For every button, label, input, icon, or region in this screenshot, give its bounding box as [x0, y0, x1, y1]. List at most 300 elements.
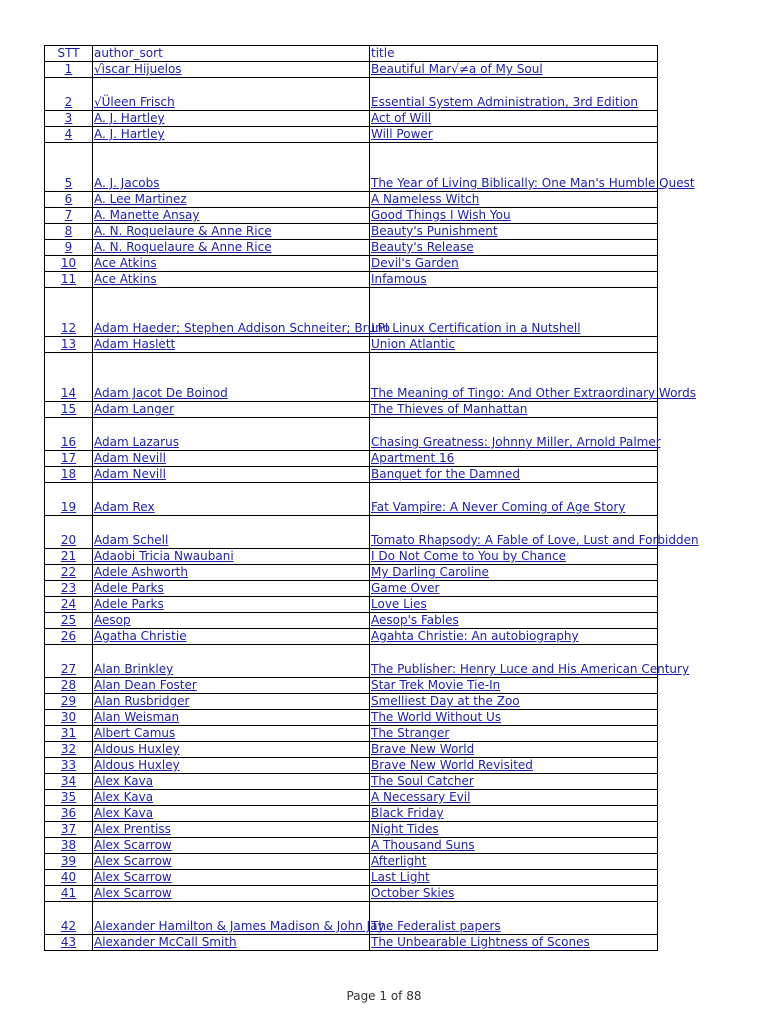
title-link[interactable]: The Thieves of Manhattan [371, 402, 528, 416]
table-row [45, 790, 658, 806]
row-number-link[interactable]: 26 [60, 629, 77, 643]
table-row [45, 192, 658, 208]
author-cell [93, 549, 370, 565]
author-link[interactable]: Adam Lazarus [94, 435, 179, 449]
title-link[interactable]: Brave New World [371, 742, 475, 756]
table-row [45, 208, 658, 224]
table-row [45, 694, 658, 710]
row-number-link[interactable]: 25 [60, 613, 77, 627]
title-link[interactable]: Union Atlantic [371, 337, 456, 351]
row-number-link[interactable]: 30 [60, 710, 77, 724]
title-cell [370, 597, 658, 613]
row-number-link[interactable]: 8 [64, 224, 73, 238]
header-row [45, 46, 658, 62]
author-cell [93, 774, 370, 790]
author-link[interactable]: Ace Atkins [94, 256, 157, 270]
title-cell [370, 451, 658, 467]
author-link[interactable]: Adam Nevill [94, 451, 166, 465]
title-link[interactable]: Tomato Rhapsody: A Fable of Love, Lust and Forbidden [371, 533, 699, 547]
table-row [45, 758, 658, 774]
author-cell [93, 240, 370, 256]
row-number-link[interactable]: 43 [60, 935, 77, 949]
author-link[interactable]: Agatha Christie [94, 629, 187, 643]
row-number-cell [45, 208, 93, 224]
header-stt: STT [45, 46, 93, 62]
author-link[interactable]: Adam Schell [94, 533, 169, 547]
table-row [45, 645, 658, 678]
title-link[interactable]: Essential System Administration, 3rd Edition [371, 95, 638, 109]
author-link[interactable]: A. J. Hartley [94, 111, 165, 125]
table-row [45, 78, 658, 111]
row-number-cell [45, 726, 93, 742]
title-link[interactable]: Infamous [371, 272, 427, 286]
table-row [45, 822, 658, 838]
title-cell [370, 710, 658, 726]
table-row [45, 256, 658, 272]
row-number-cell [45, 886, 93, 902]
row-number-cell [45, 240, 93, 256]
author-cell [93, 127, 370, 143]
row-number-cell [45, 694, 93, 710]
author-link[interactable]: Albert Camus [94, 726, 176, 740]
author-link[interactable]: A. N. Roquelaure & Anne Rice [94, 240, 272, 254]
author-link[interactable]: Alan Weisman [94, 710, 180, 724]
author-link[interactable]: √ìscar Hijuelos [94, 62, 182, 76]
row-number-link[interactable]: 34 [60, 774, 77, 788]
row-number-link[interactable]: 11 [60, 272, 77, 286]
title-link[interactable]: Apartment 16 [371, 451, 455, 465]
title-link[interactable]: The Meaning of Tingo: And Other Extraordinary Words [371, 386, 697, 400]
author-cell [93, 353, 370, 402]
title-cell [370, 353, 697, 402]
author-link[interactable]: Alex Prentiss [94, 822, 171, 836]
row-number-link[interactable]: 40 [60, 870, 77, 884]
title-link[interactable]: Afterlight [371, 854, 427, 868]
table-row [45, 597, 658, 613]
author-link[interactable]: Aldous Huxley [94, 742, 180, 756]
title-link[interactable]: Act of Will [371, 111, 432, 125]
author-cell [93, 694, 370, 710]
author-cell [93, 208, 370, 224]
title-cell [370, 806, 658, 822]
row-number-link[interactable]: 42 [60, 919, 77, 933]
row-number-link[interactable]: 36 [60, 806, 77, 820]
title-link[interactable]: Beauty's Release [371, 240, 474, 254]
row-number-cell [45, 742, 93, 758]
title-cell [370, 78, 658, 111]
author-cell [93, 402, 370, 418]
row-number-link[interactable]: 13 [60, 337, 77, 351]
row-number-link[interactable]: 12 [60, 321, 77, 335]
row-number-cell [45, 288, 93, 337]
header-author: author_sort [93, 46, 370, 62]
author-cell [93, 224, 370, 240]
author-link[interactable]: Aesop [94, 613, 131, 627]
title-link[interactable]: Last Light [371, 870, 430, 884]
author-link[interactable]: Adam Rex [94, 500, 155, 514]
author-link[interactable]: Alex Kava [94, 774, 154, 788]
row-number-cell [45, 902, 93, 935]
author-cell [93, 902, 385, 935]
author-cell [93, 78, 370, 111]
author-cell [93, 838, 370, 854]
row-number-cell [45, 822, 93, 838]
author-link[interactable]: Alexander Hamilton & James Madison & John Jay [94, 919, 385, 933]
row-number-cell [45, 224, 93, 240]
row-number-cell [45, 451, 93, 467]
row-number-cell [45, 790, 93, 806]
title-cell [370, 886, 658, 902]
table-row [45, 451, 658, 467]
author-link[interactable]: Adele Parks [94, 581, 164, 595]
row-number-link[interactable]: 1 [64, 62, 73, 76]
row-number-cell [45, 645, 93, 678]
row-number-cell [45, 774, 93, 790]
title-cell [370, 742, 658, 758]
title-link[interactable]: Agahta Christie: An autobiography [371, 629, 579, 643]
author-link[interactable]: Alex Scarrow [94, 854, 172, 868]
author-cell [93, 483, 370, 516]
title-cell [370, 822, 658, 838]
author-cell [93, 854, 370, 870]
author-link[interactable]: Ace Atkins [94, 272, 157, 286]
row-number-link[interactable]: 20 [60, 533, 77, 547]
title-cell [370, 272, 658, 288]
author-cell [93, 272, 370, 288]
row-number-link[interactable]: 4 [64, 127, 73, 141]
title-link[interactable]: Devil's Garden [371, 256, 459, 270]
table-row [45, 565, 658, 581]
title-link[interactable]: Chasing Greatness: Johnny Miller, Arnold Palmer [371, 435, 661, 449]
row-number-cell [45, 758, 93, 774]
table-row [45, 613, 658, 629]
row-number-cell [45, 467, 93, 483]
row-number-cell [45, 629, 93, 645]
row-number-cell [45, 143, 93, 192]
author-cell [93, 192, 370, 208]
title-cell [370, 613, 658, 629]
author-cell [93, 790, 370, 806]
row-number-link[interactable]: 37 [60, 822, 77, 836]
row-number-link[interactable]: 22 [60, 565, 77, 579]
author-link[interactable]: Alex Scarrow [94, 838, 172, 852]
row-number-link[interactable]: 33 [60, 758, 77, 772]
book-table [44, 45, 699, 951]
table-row [45, 710, 658, 726]
row-number-link[interactable]: 6 [64, 192, 73, 206]
title-link[interactable]: Will Power [371, 127, 433, 141]
row-number-cell [45, 256, 93, 272]
author-link[interactable]: Alan Dean Foster [94, 678, 197, 692]
title-link[interactable]: Good Things I Wish You [371, 208, 511, 222]
title-cell [370, 127, 658, 143]
author-cell [93, 288, 391, 337]
author-link[interactable]: Alex Scarrow [94, 870, 172, 884]
title-cell [370, 483, 658, 516]
title-cell [370, 467, 658, 483]
title-link[interactable]: October Skies [371, 886, 455, 900]
author-cell [93, 629, 370, 645]
author-link[interactable]: Adam Haslett [94, 337, 176, 351]
author-cell [93, 678, 370, 694]
row-number-cell [45, 806, 93, 822]
row-number-link[interactable]: 14 [60, 386, 77, 400]
title-cell [370, 838, 658, 854]
author-cell [93, 645, 370, 678]
title-link[interactable]: A Necessary Evil [371, 790, 471, 804]
title-link[interactable]: The Stranger [371, 726, 450, 740]
author-link[interactable]: Adam Langer [94, 402, 175, 416]
author-link[interactable]: Adam Nevill [94, 467, 166, 481]
author-link[interactable]: Adam Jacot De Boinod [94, 386, 228, 400]
title-link[interactable]: Black Friday [371, 806, 444, 820]
title-link[interactable]: The Unbearable Lightness of Scones [371, 935, 590, 949]
title-cell [370, 854, 658, 870]
author-cell [93, 613, 370, 629]
author-cell [93, 467, 370, 483]
author-link[interactable]: A. J. Hartley [94, 127, 165, 141]
table-row [45, 870, 658, 886]
table-row [45, 678, 658, 694]
table-row [45, 629, 658, 645]
title-link[interactable]: Fat Vampire: A Never Coming of Age Story [371, 500, 626, 514]
row-number-cell [45, 353, 93, 402]
table-row [45, 402, 658, 418]
row-number-cell [45, 581, 93, 597]
row-number-link[interactable]: 17 [60, 451, 77, 465]
row-number-link[interactable]: 31 [60, 726, 77, 740]
title-cell [370, 645, 690, 678]
row-number-link[interactable]: 3 [64, 111, 73, 125]
author-link[interactable]: A. Manette Ansay [94, 208, 200, 222]
table-row [45, 272, 658, 288]
author-cell [93, 822, 370, 838]
title-cell [370, 516, 699, 549]
author-cell [93, 581, 370, 597]
table-row [45, 742, 658, 758]
author-cell [93, 256, 370, 272]
row-number-cell [45, 549, 93, 565]
title-link[interactable]: LPI Linux Certification in a Nutshell [371, 321, 581, 335]
author-link[interactable]: Adele Parks [94, 597, 164, 611]
row-number-cell [45, 854, 93, 870]
row-number-cell [45, 272, 93, 288]
author-link[interactable]: Adaobi Tricia Nwaubani [94, 549, 234, 563]
row-number-cell [45, 870, 93, 886]
title-cell [370, 581, 658, 597]
table-row [45, 62, 658, 78]
author-link[interactable]: A. J. Jacobs [94, 176, 160, 190]
author-cell [93, 742, 370, 758]
author-link[interactable]: Adele Ashworth [94, 565, 188, 579]
author-cell [93, 516, 370, 549]
author-link[interactable]: Alex Scarrow [94, 886, 172, 900]
row-number-link[interactable]: 16 [60, 435, 77, 449]
title-cell [370, 62, 658, 78]
title-link[interactable]: Beautiful Mar√≠a of My Soul [371, 62, 543, 76]
title-link[interactable]: The Publisher: Henry Luce and His American Century [371, 662, 690, 676]
title-cell [370, 758, 658, 774]
table-row [45, 806, 658, 822]
title-cell [370, 402, 658, 418]
row-number-cell [45, 935, 93, 951]
title-cell [370, 774, 658, 790]
author-link[interactable]: Adam Haeder; Stephen Addison Schneiter; Bruno [94, 321, 391, 335]
row-number-cell [45, 192, 93, 208]
title-link[interactable]: The Soul Catcher [371, 774, 474, 788]
author-cell [93, 806, 370, 822]
row-number-link[interactable]: 38 [60, 838, 77, 852]
row-number-cell [45, 111, 93, 127]
table-row [45, 516, 658, 549]
table-row [45, 886, 658, 902]
table-row [45, 337, 658, 353]
author-link[interactable]: Alex Kava [94, 790, 154, 804]
title-cell [370, 935, 658, 951]
table-row [45, 854, 658, 870]
title-link[interactable]: Aesop's Fables [371, 613, 459, 627]
title-cell [370, 224, 658, 240]
title-cell [370, 790, 658, 806]
row-number-cell [45, 565, 93, 581]
author-link[interactable]: A. N. Roquelaure & Anne Rice [94, 224, 272, 238]
row-number-link[interactable]: 5 [64, 176, 73, 190]
title-cell [370, 208, 658, 224]
row-number-cell [45, 337, 93, 353]
row-number-cell [45, 418, 93, 451]
table-row [45, 902, 658, 935]
row-number-link[interactable]: 18 [60, 467, 77, 481]
author-cell [93, 62, 370, 78]
title-link[interactable]: A Nameless Witch [371, 192, 480, 206]
title-link[interactable]: A Thousand Suns [371, 838, 475, 852]
title-link[interactable]: Star Trek Movie Tie-In [371, 678, 501, 692]
title-cell [370, 549, 658, 565]
table-row [45, 353, 658, 402]
table-row [45, 127, 658, 143]
row-number-link[interactable]: 19 [60, 500, 77, 514]
author-link[interactable]: Alan Brinkley [94, 662, 174, 676]
table-row [45, 240, 658, 256]
title-cell [370, 240, 658, 256]
author-cell [93, 111, 370, 127]
row-number-cell [45, 597, 93, 613]
table-row [45, 726, 658, 742]
author-link[interactable]: A. Lee Martinez [94, 192, 187, 206]
author-cell [93, 418, 370, 451]
header-title: title [370, 46, 658, 62]
row-number-cell [45, 127, 93, 143]
row-number-cell [45, 516, 93, 549]
title-link[interactable]: Brave New World Revisited [371, 758, 533, 772]
title-link[interactable]: My Darling Caroline [371, 565, 489, 579]
row-number-link[interactable]: 29 [60, 694, 77, 708]
table-row [45, 143, 658, 192]
row-number-link[interactable]: 9 [64, 240, 73, 254]
row-number-link[interactable]: 41 [60, 886, 77, 900]
row-number-link[interactable]: 2 [64, 95, 73, 109]
row-number-cell [45, 678, 93, 694]
title-cell [370, 256, 658, 272]
table-row [45, 581, 658, 597]
row-number-link[interactable]: 7 [64, 208, 73, 222]
title-link[interactable]: The Federalist papers [371, 919, 501, 933]
author-link[interactable]: √Üleen Frisch [94, 95, 175, 109]
row-number-link[interactable]: 39 [60, 854, 77, 868]
row-number-link[interactable]: 10 [60, 256, 77, 270]
row-number-link[interactable]: 35 [60, 790, 77, 804]
title-link[interactable]: Love Lies [371, 597, 427, 611]
author-cell [93, 565, 370, 581]
row-number-cell [45, 613, 93, 629]
row-number-link[interactable]: 28 [60, 678, 77, 692]
row-number-link[interactable]: 32 [60, 742, 77, 756]
title-cell [370, 111, 658, 127]
row-number-cell [45, 710, 93, 726]
title-cell [370, 143, 695, 192]
row-number-cell [45, 838, 93, 854]
author-cell [93, 870, 370, 886]
title-cell [370, 870, 658, 886]
title-cell [370, 629, 658, 645]
author-link[interactable]: Aldous Huxley [94, 758, 180, 772]
title-cell [370, 337, 658, 353]
author-cell [93, 935, 370, 951]
author-cell [93, 710, 370, 726]
author-link[interactable]: Alan Rusbridger [94, 694, 190, 708]
row-number-link[interactable]: 15 [60, 402, 77, 416]
table-row [45, 467, 658, 483]
title-link[interactable]: The World Without Us [371, 710, 502, 724]
title-link[interactable]: Smelliest Day at the Zoo [371, 694, 520, 708]
row-number-cell [45, 78, 93, 111]
row-number-link[interactable]: 21 [60, 549, 77, 563]
author-cell [93, 143, 370, 192]
table-row [45, 111, 658, 127]
title-cell [370, 192, 658, 208]
row-number-link[interactable]: 27 [60, 662, 77, 676]
table-row [45, 288, 658, 337]
title-link[interactable]: Night Tides [371, 822, 439, 836]
author-link[interactable]: Alexander McCall Smith [94, 935, 237, 949]
title-cell [370, 694, 658, 710]
title-cell [370, 418, 661, 451]
title-link[interactable]: I Do Not Come to You by Chance [371, 549, 567, 563]
table-row [45, 838, 658, 854]
author-cell [93, 886, 370, 902]
row-number-cell [45, 402, 93, 418]
title-link[interactable]: Beauty's Punishment [371, 224, 498, 238]
table-row [45, 418, 658, 451]
author-cell [93, 758, 370, 774]
title-cell [370, 902, 658, 935]
title-link[interactable]: Banquet for the Damned [371, 467, 521, 481]
row-number-link[interactable]: 24 [60, 597, 77, 611]
row-number-link[interactable]: 23 [60, 581, 77, 595]
author-cell [93, 451, 370, 467]
title-link[interactable]: Game Over [371, 581, 440, 595]
author-cell [93, 337, 370, 353]
page-footer: Page 1 of 88 [346, 989, 422, 1003]
row-number-cell [45, 62, 93, 78]
author-link[interactable]: Alex Kava [94, 806, 154, 820]
table-row [45, 935, 658, 951]
title-link[interactable]: The Year of Living Biblically: One Man's Humble Quest [371, 176, 695, 190]
table-row [45, 549, 658, 565]
title-cell [370, 678, 658, 694]
table-row [45, 483, 658, 516]
author-cell [93, 726, 370, 742]
